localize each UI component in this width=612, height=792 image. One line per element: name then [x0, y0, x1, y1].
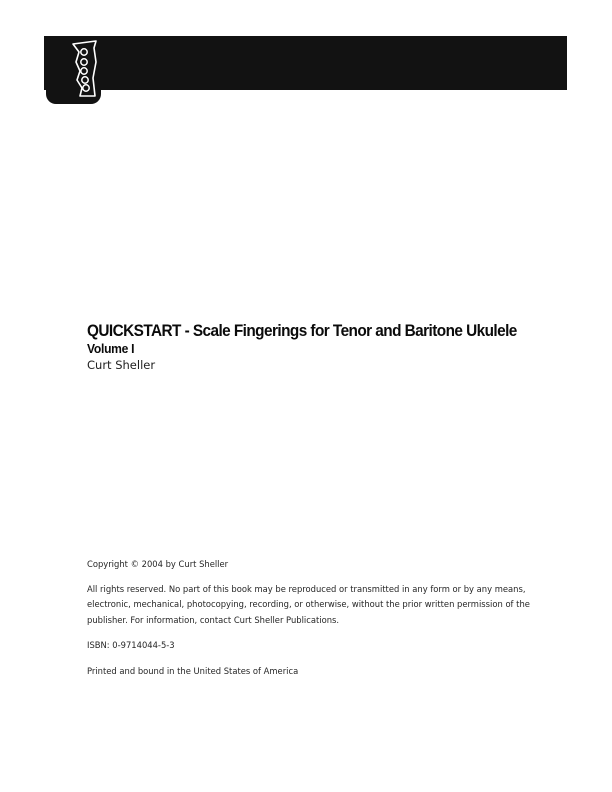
- copyright-line: Copyright © 2004 by Curt Sheller: [87, 559, 229, 569]
- book-title: QUICKSTART - Scale Fingerings for Tenor and Baritone Ukulele: [87, 322, 517, 340]
- rights-statement: All rights reserved. No part of this book may be reproduced or transmitted in any form or by any means, electronic, mechanical, photocopying, recording, or otherwise, without the prior written permission of the publisher. For information, contact Curt Sheller Publications.: [87, 583, 530, 625]
- isbn-line: ISBN: 0-9714044-5-3: [87, 640, 175, 650]
- title-block: [87, 322, 587, 374]
- book-volume: Volume I: [87, 341, 135, 356]
- fretboard-icon: [46, 38, 101, 104]
- copyright-notice: [87, 557, 557, 679]
- publisher-logo: [46, 38, 101, 104]
- printed-line: Printed and bound in the United States of America: [87, 665, 299, 676]
- header-bar: [44, 36, 567, 90]
- book-author: Curt Sheller: [87, 358, 156, 372]
